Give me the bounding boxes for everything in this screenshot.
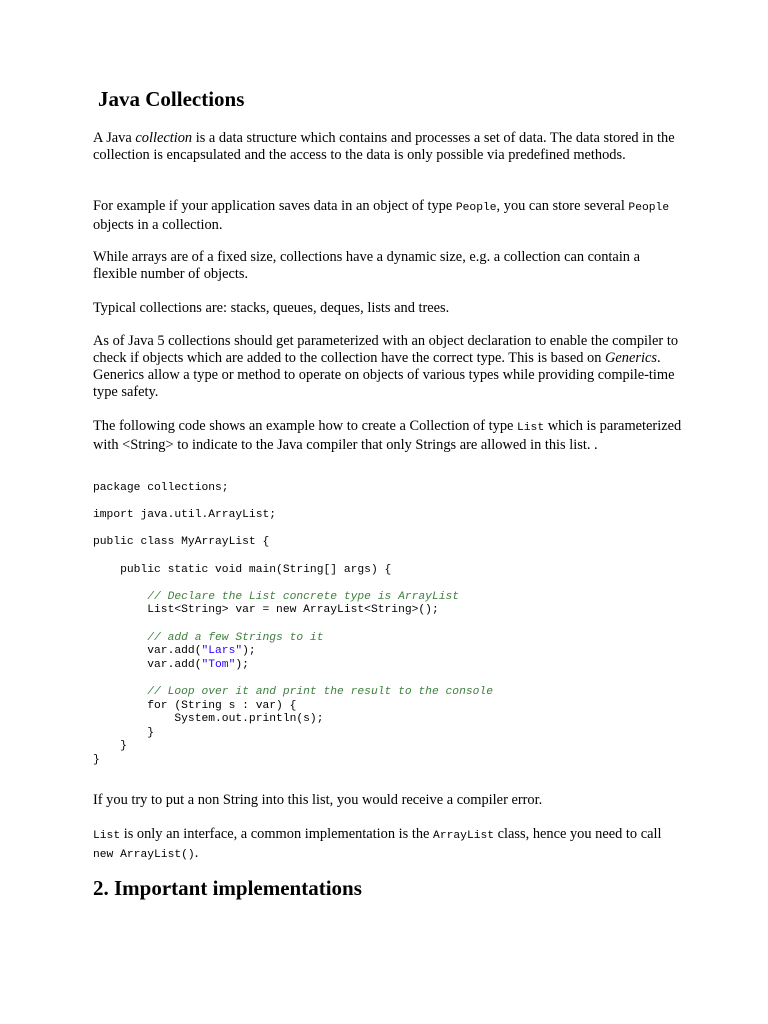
implementation-paragraph	[93, 826, 683, 864]
code-comment: // Declare the List concrete type is ArrayList	[147, 590, 460, 603]
text: is only an interface, a common implementation is the	[120, 826, 434, 842]
inline-code: People	[628, 202, 670, 214]
code-line: var.add(	[93, 645, 202, 658]
code-line: }	[93, 726, 155, 739]
arrays-paragraph: While arrays are of a fixed size, collections have a dynamic size, e.g. a collection can contain a flexible number of objects.	[93, 249, 640, 282]
code-line: public class MyArrayList {	[93, 536, 270, 549]
text: For example if your application saves data in an object of type	[93, 198, 456, 214]
code-line: var.add(	[93, 658, 202, 671]
code-line: List<String> var = new ArrayList<String>();	[93, 604, 439, 617]
emphasis: Generics	[605, 350, 657, 366]
code-line: }	[93, 753, 100, 766]
inline-code: People	[455, 202, 497, 214]
intro-paragraph	[93, 130, 683, 164]
section-heading: 2. Important implementations	[93, 876, 362, 900]
text: which is parameterized with <String> to indicate to the Java compiler that only Strings are allowed in this list. .	[93, 418, 682, 453]
code-line: }	[93, 740, 127, 753]
inline-code: List	[93, 830, 121, 842]
example-paragraph	[93, 198, 683, 234]
text: The following code shows an example how to create a Collection of type	[93, 418, 517, 434]
text: , you can store several	[496, 198, 629, 214]
code-comment: // add a few Strings to it	[147, 631, 324, 644]
code-line: System.out.println(s);	[93, 713, 324, 726]
inline-code: ArrayList	[433, 830, 495, 842]
code-block	[93, 482, 493, 767]
text: A Java	[93, 130, 136, 146]
generics-paragraph	[93, 333, 683, 401]
text: objects in a collection.	[93, 217, 223, 233]
code-line: package collections;	[93, 482, 229, 494]
code-line: for (String s : var) {	[93, 699, 297, 712]
text: . Generics allow a type or method to operate on objects of various types while providing compile-time type safety.	[93, 350, 675, 400]
inline-code: List	[517, 422, 545, 434]
text: .	[194, 845, 199, 861]
code-line: import java.util.ArrayList;	[93, 509, 277, 522]
text: is a data structure which contains and processes a set of data. The data stored in the collection is encapsulated and the access to the data is only possible via predefined methods.	[93, 130, 675, 163]
code-line: );	[242, 645, 256, 658]
page-title: Java Collections	[98, 87, 245, 111]
typical-collections-paragraph: Typical collections are: stacks, queues, deques, lists and trees.	[93, 300, 450, 316]
emphasis: collection	[135, 130, 193, 146]
text: class, hence you need to call	[494, 826, 662, 842]
code-string: "Lars"	[201, 645, 243, 658]
code-line: public static void main(String[] args) {	[93, 563, 392, 576]
text: As of Java 5 collections should get parameterized with an object declaration to enable the compiler to check if objects which are added to the collection have the correct type. This is based on	[93, 333, 679, 366]
code-line: );	[235, 658, 249, 671]
inline-code: new ArrayList()	[93, 849, 195, 861]
code-string: "Tom"	[201, 658, 236, 671]
code-comment: // Loop over it and print the result to the console	[147, 685, 493, 698]
compiler-error-paragraph: If you try to put a non String into this list, you would receive a compiler error.	[93, 792, 543, 808]
code-intro-paragraph	[93, 418, 683, 454]
